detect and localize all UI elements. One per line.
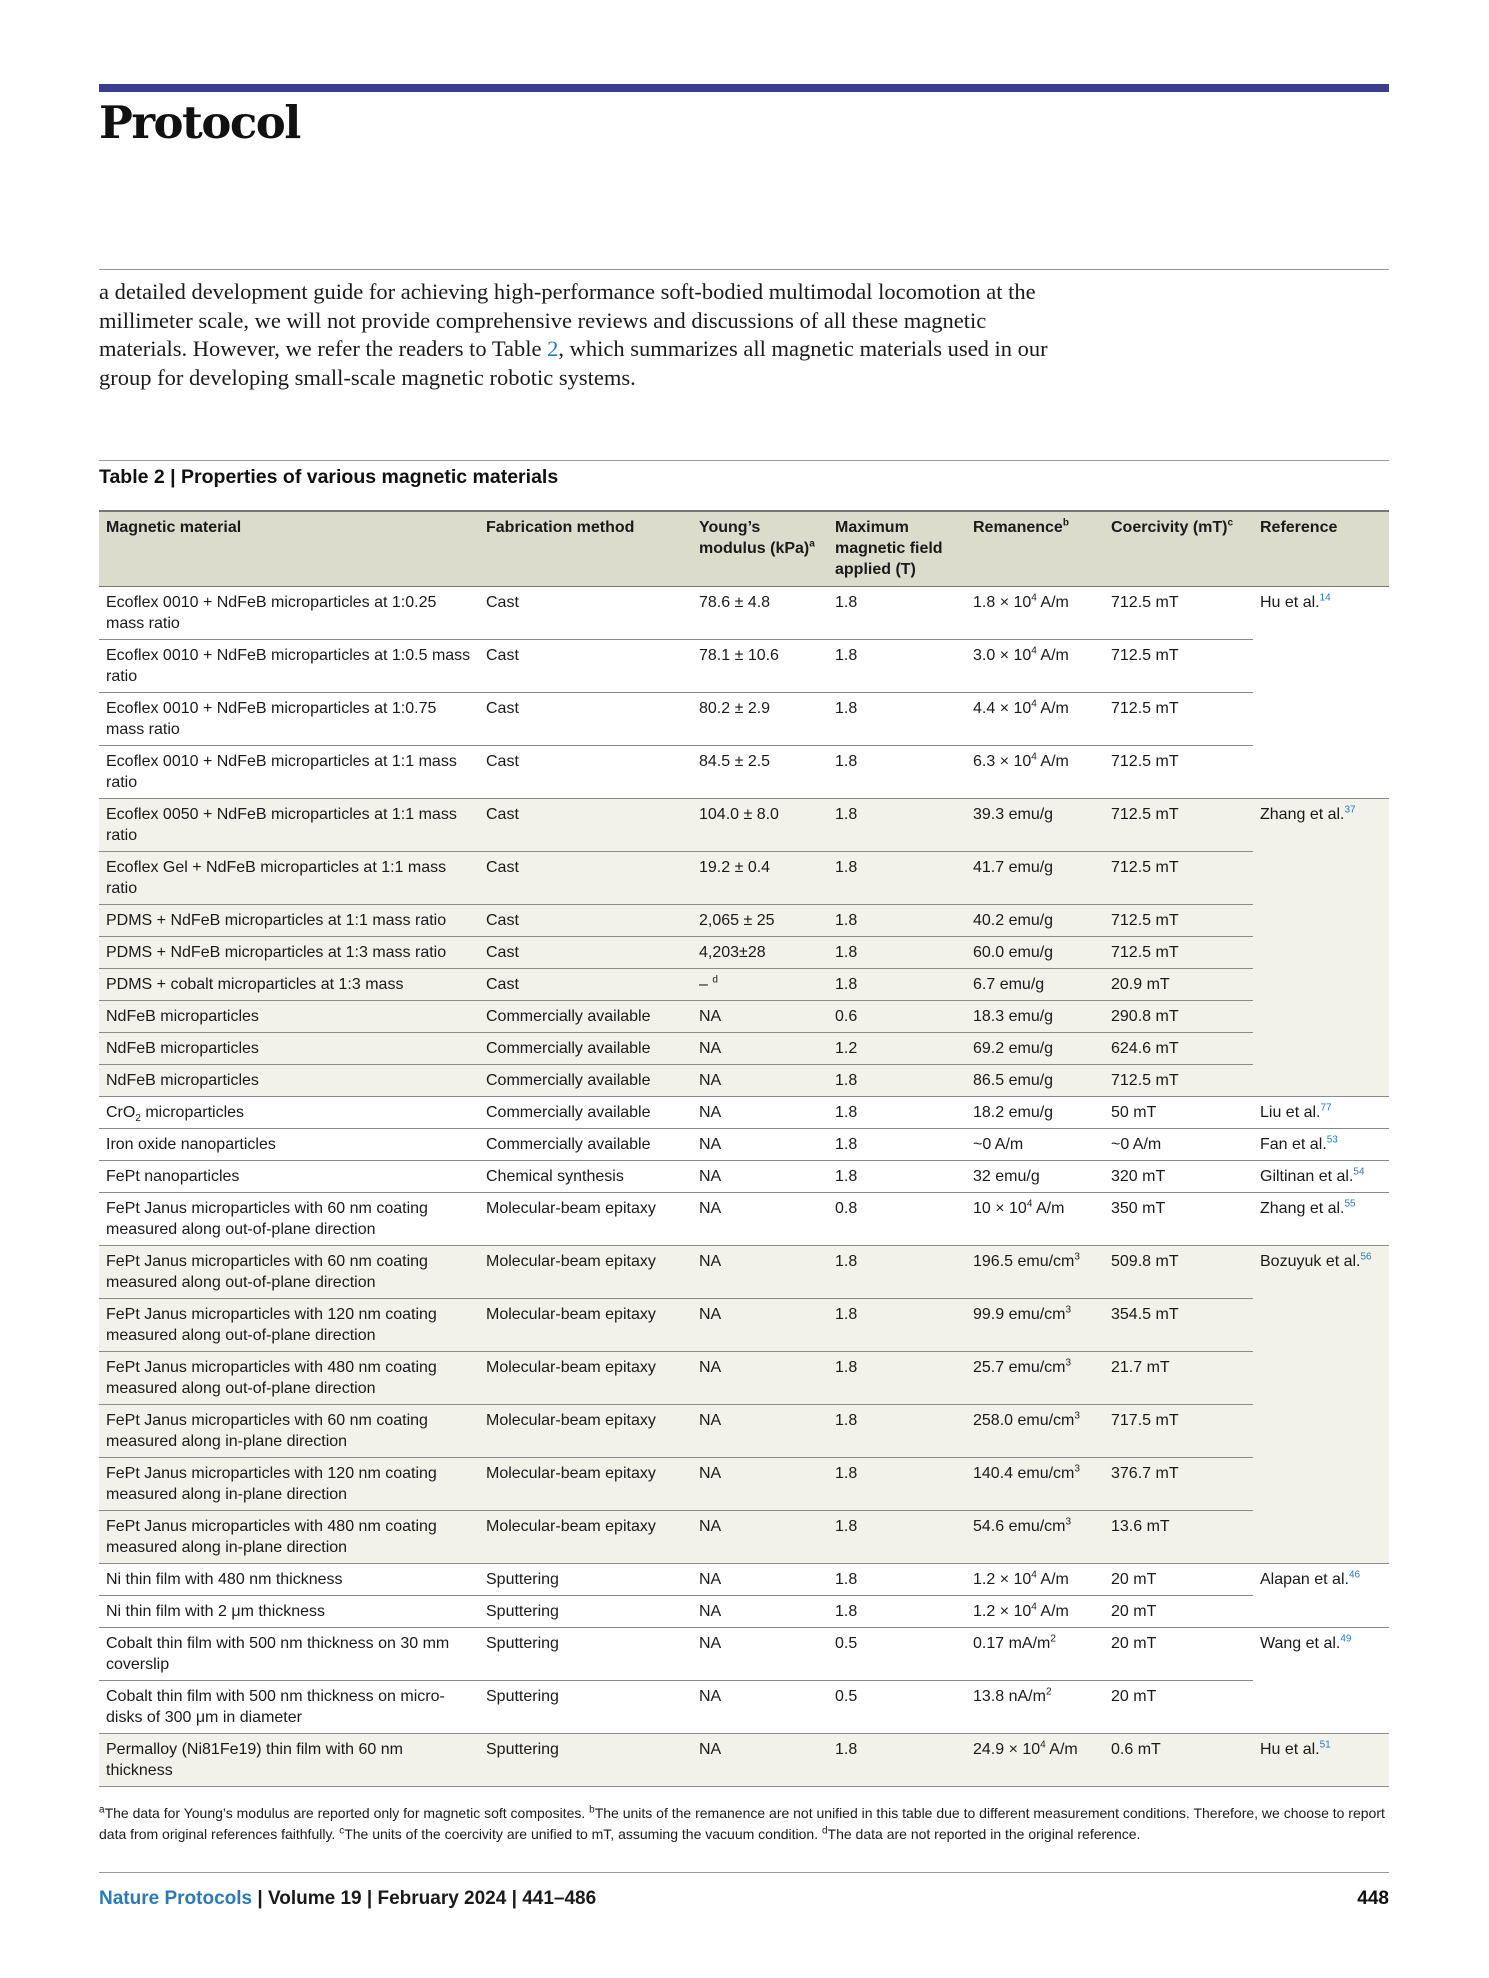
table-cell: Cast [479,640,692,693]
intro-text: a detailed development guide for achieving high-performance soft-bodied multimodal locomotion at the millimeter scale, we will not provide comprehensive reviews and discussions of all these magnetic materials. However, we refer the readers to Table [99,279,1036,361]
table-cell: 20.9 mT [1104,969,1253,1001]
table-row [99,905,1389,937]
table-cell: $3.0 \times 10^4$ A/m [966,640,1104,693]
citation-link[interactable]: 53 [1326,1134,1338,1146]
table-cell: Sputtering [479,1628,692,1681]
table-cell: 258.0 emu/$cm^3$ [966,1405,1104,1458]
table-cell: 69.2 emu/g [966,1033,1104,1065]
table-cell: 1.8 [828,1405,966,1458]
table-row [99,852,1389,905]
table-row [99,1299,1389,1352]
table-cell: 0.6 mT [1104,1734,1253,1787]
table-row [99,799,1389,852]
table-row [99,640,1389,693]
table-cell: 1.8 [828,905,966,937]
table-cell: Molecular-beam epitaxy [479,1458,692,1511]
col-header-fabrication: Fabrication method [479,511,692,587]
table-cell: Cast [479,799,692,852]
table-cell: Ecoflex 0050 + NdFeB microparticles at 1:1 mass ratio [99,799,479,852]
table-row [99,1628,1389,1681]
table-cell: NA [692,1097,828,1129]
table-cell: 1.8 [828,1352,966,1405]
table-cell: 354.5 mT [1104,1299,1253,1352]
table-row [99,693,1389,746]
table-cell: 1.8 [828,1246,966,1299]
table-cell: 509.8 mT [1104,1246,1253,1299]
citation-link[interactable]: 49 [1340,1633,1352,1645]
table-cell: Cast [479,852,692,905]
table-cell: NA [692,1405,828,1458]
table-cell: Molecular-beam epitaxy [479,1511,692,1564]
table-cell: Commercially available [479,1001,692,1033]
table-cell: Permalloy (Ni81Fe19) thin film with 60 nm thickness [99,1734,479,1787]
table-cell: CrO$_2$ microparticles [99,1097,479,1129]
table-cell: 13.8 $nA/m^2$ [966,1681,1104,1734]
table-cell: Commercially available [479,1097,692,1129]
col-header-remanence: Remanence$^b$ [966,511,1104,587]
table-cell: 320 mT [1104,1161,1253,1193]
table-cell: Molecular-beam epitaxy [479,1352,692,1405]
table-cell: FePt Janus microparticles with 480 nm coating measured along out-of-plane direction [99,1352,479,1405]
divider [99,1872,1389,1873]
reference-cell: Bozuyuk et al.$^{56}$ [1253,1246,1389,1564]
citation-link[interactable]: 51 [1319,1739,1331,1751]
table-cell: 41.7 emu/g [966,852,1104,905]
table-cell: Sputtering [479,1596,692,1628]
reference-cell: Wang et al.$^{49}$ [1253,1628,1389,1734]
col-header-coercivity: Coercivity (mT)$^c$ [1104,511,1253,587]
divider [99,460,1389,461]
table-cell: 1.8 [828,746,966,799]
table-cell: 140.4 emu/$cm^3$ [966,1458,1104,1511]
table-cell: 99.9 emu/$cm^3$ [966,1299,1104,1352]
table-cell: 32 emu/g [966,1161,1104,1193]
reference-cell: Hu et al.$^{51}$ [1253,1734,1389,1787]
table-row [99,1405,1389,1458]
table-row [99,1161,1389,1193]
table-cell: 350 mT [1104,1193,1253,1246]
table-cell: Commercially available [479,1065,692,1097]
table-cell: Iron oxide nanoparticles [99,1129,479,1161]
table-cell: PDMS + cobalt microparticles at 1:3 mass [99,969,479,1001]
table-cell: 712.5 mT [1104,852,1253,905]
table-cell: Ni thin film with 480 nm thickness [99,1564,479,1596]
table-cell: 712.5 mT [1104,746,1253,799]
table-cell: 20 mT [1104,1596,1253,1628]
table-row [99,1001,1389,1033]
table-row [99,746,1389,799]
table-header-row [99,511,1389,587]
table-cell: 18.3 emu/g [966,1001,1104,1033]
table-cell: 1.8 [828,1511,966,1564]
properties-table [99,510,1389,1787]
table-row [99,1511,1389,1564]
table-cell: – $^d$ [692,969,828,1001]
table-cell: Cast [479,937,692,969]
table-cell: 1.8 [828,693,966,746]
table-cell: Cast [479,969,692,1001]
table-cell: Molecular-beam epitaxy [479,1299,692,1352]
table-cell: 712.5 mT [1104,937,1253,969]
table-cell: 20 mT [1104,1681,1253,1734]
table-cell: $1.2 \times 10^4$ A/m [966,1596,1104,1628]
table-cell: 86.5 emu/g [966,1065,1104,1097]
table-cell: $24.9 \times 10^4$ A/m [966,1734,1104,1787]
intro-text-end: , which summarizes all magnetic materials used in our group for developing small-scale magnetic robotic systems. [99,336,1048,390]
table-cell: NA [692,1458,828,1511]
table-cell: Cast [479,693,692,746]
page-footer [99,1888,1389,1910]
table-cell: FePt Janus microparticles with 120 nm coating measured along in-plane direction [99,1458,479,1511]
table-cell: NA [692,1065,828,1097]
table-row [99,1681,1389,1734]
reference-cell: Giltinan et al.$^{54}$ [1253,1161,1389,1193]
table-cell: 54.6 emu/$cm^3$ [966,1511,1104,1564]
table-cell: 1.8 [828,937,966,969]
table-cell: NA [692,1734,828,1787]
table-cell: ~0 A/m [966,1129,1104,1161]
divider [99,269,1389,270]
table-cell: NA [692,1001,828,1033]
table-cell: 1.8 [828,969,966,1001]
table-cell: Molecular-beam epitaxy [479,1193,692,1246]
table-cell: NA [692,1246,828,1299]
table-cell: Sputtering [479,1734,692,1787]
table-cell: 196.5 emu/$cm^3$ [966,1246,1104,1299]
table-cell: NA [692,1511,828,1564]
table-cell: Sputtering [479,1681,692,1734]
table-row [99,1129,1389,1161]
table-cell: 0.5 [828,1628,966,1681]
table-cell: 712.5 mT [1104,905,1253,937]
table-cell: 13.6 mT [1104,1511,1253,1564]
table-cell: 39.3 emu/g [966,799,1104,852]
table-cell: 1.8 [828,1458,966,1511]
table-cell: Ecoflex 0010 + NdFeB microparticles at 1:0.75 mass ratio [99,693,479,746]
table-cell: Ecoflex Gel + NdFeB microparticles at 1:1 mass ratio [99,852,479,905]
table-cell: 712.5 mT [1104,1065,1253,1097]
table-cell: NA [692,1564,828,1596]
table-cell: Ecoflex 0010 + NdFeB microparticles at 1:1 mass ratio [99,746,479,799]
table-cell: NdFeB microparticles [99,1033,479,1065]
table-cell: Commercially available [479,1129,692,1161]
table-cell: 50 mT [1104,1097,1253,1129]
table-cell: 20 mT [1104,1564,1253,1596]
col-header-field: Maximum magnetic field applied (T) [828,511,966,587]
table-cell: 1.2 [828,1033,966,1065]
table-caption: Table 2 | Properties of various magnetic materials [99,466,559,488]
table-cell: $1.8 \times 10^4$ A/m [966,587,1104,640]
table-cell: Commercially available [479,1033,692,1065]
table-cell: 1.8 [828,1097,966,1129]
section-title: Protocol [99,96,300,149]
table-cell: NA [692,1681,828,1734]
table-cell: Cast [479,905,692,937]
table-cell: $10 \times 10^4$ A/m [966,1193,1104,1246]
citation-link[interactable]: 55 [1344,1198,1356,1210]
table-cell: NdFeB microparticles [99,1065,479,1097]
table-cell: NA [692,1299,828,1352]
table-cell: 19.2 ± 0.4 [692,852,828,905]
table-cell: NA [692,1033,828,1065]
citation-link[interactable]: 37 [1344,804,1356,816]
table-cell: FePt Janus microparticles with 60 nm coating measured along in-plane direction [99,1405,479,1458]
table-cell: ~0 A/m [1104,1129,1253,1161]
table-cell: Cobalt thin film with 500 nm thickness on micro-disks of 300 μm in diameter [99,1681,479,1734]
table-cell: 6.7 emu/g [966,969,1104,1001]
table-cell: $1.2 \times 10^4$ A/m [966,1564,1104,1596]
reference-cell: Zhang et al.$^{37}$ [1253,799,1389,1097]
table-cell: 1.8 [828,1299,966,1352]
table-cell: Ecoflex 0010 + NdFeB microparticles at 1:0.25 mass ratio [99,587,479,640]
table-cell: 1.8 [828,1734,966,1787]
table-cell: 0.8 [828,1193,966,1246]
table-cell: Molecular-beam epitaxy [479,1405,692,1458]
table-cell: 0.6 [828,1001,966,1033]
table-cell: 1.8 [828,852,966,905]
table-cell: 1.8 [828,1161,966,1193]
table-row [99,1246,1389,1299]
table-row [99,1458,1389,1511]
table-footnotes: $^a$The data for Young’s modulus are reported only for magnetic soft composites. $^b$The units of the remanence are not unified in this table due to different measurement conditions. Therefore, we choose to report data from original references faithfully. $^c$The units of the coercivity are unified to mT, assuming the vacuum condition. $^d$The data are not reported in the original reference. [99,1804,1385,1842]
table-cell: FePt Janus microparticles with 60 nm coating measured along out-of-plane direction [99,1246,479,1299]
table-cell: 0.5 [828,1681,966,1734]
col-header-youngs: Young’s modulus (kPa)$^a$ [692,511,828,587]
reference-cell: Liu et al.$^{77}$ [1253,1097,1389,1129]
table-cell: Ecoflex 0010 + NdFeB microparticles at 1:0.5 mass ratio [99,640,479,693]
citation-link[interactable]: 56 [1360,1251,1372,1263]
table-row [99,1033,1389,1065]
table-cell: 60.0 emu/g [966,937,1104,969]
table-cell: Cast [479,587,692,640]
table-cell: NA [692,1129,828,1161]
table-cell: 1.8 [828,1596,966,1628]
table-cell: 290.8 mT [1104,1001,1253,1033]
table-cell: Cast [479,746,692,799]
table-cell: NA [692,1596,828,1628]
table-cell: 78.1 ± 10.6 [692,640,828,693]
table-cell: PDMS + NdFeB microparticles at 1:1 mass ratio [99,905,479,937]
reference-cell: Zhang et al.$^{55}$ [1253,1193,1389,1246]
table-cell: $4.4 \times 10^4$ A/m [966,693,1104,746]
citation-link[interactable]: 46 [1348,1569,1361,1581]
table-cell: FePt nanoparticles [99,1161,479,1193]
table-cell: Chemical synthesis [479,1161,692,1193]
table-cell: $6.3 \times 10^4$ A/m [966,746,1104,799]
table-cell: 712.5 mT [1104,640,1253,693]
table-cell: PDMS + NdFeB microparticles at 1:3 mass ratio [99,937,479,969]
table-cell: 1.8 [828,1564,966,1596]
table-row [99,1193,1389,1246]
table-cell: 84.5 ± 2.5 [692,746,828,799]
col-header-reference: Reference [1253,511,1389,587]
table-cell: Sputtering [479,1564,692,1596]
table-row [99,969,1389,1001]
table-cell: 624.6 mT [1104,1033,1253,1065]
table-row [99,1065,1389,1097]
table-link[interactable]: 2 [547,336,559,361]
table-cell: 0.17 $mA/m^2$ [966,1628,1104,1681]
header-rule [99,84,1389,92]
table-cell: 712.5 mT [1104,693,1253,746]
table-row [99,1352,1389,1405]
reference-cell: Hu et al.$^{14}$ [1253,587,1389,799]
table-cell: Ni thin film with 2 μm thickness [99,1596,479,1628]
table-cell: 80.2 ± 2.9 [692,693,828,746]
table-cell: 1.8 [828,587,966,640]
journal-name[interactable]: Nature Protocols [99,1888,253,1909]
table-cell: 712.5 mT [1104,799,1253,852]
table-cell: 2,065 ± 25 [692,905,828,937]
table-cell: 18.2 emu/g [966,1097,1104,1129]
citation-link[interactable]: 14 [1319,592,1331,604]
table-cell: NA [692,1193,828,1246]
table-cell: FePt Janus microparticles with 120 nm coating measured along out-of-plane direction [99,1299,479,1352]
table-cell: 4,203±28 [692,937,828,969]
table-cell: NdFeB microparticles [99,1001,479,1033]
col-header-material: Magnetic material [99,511,479,587]
table-row [99,1097,1389,1129]
issue-details: | Volume 19 | February 2024 | 441–486 [252,1888,597,1909]
table-cell: Molecular-beam epitaxy [479,1246,692,1299]
table-cell: 717.5 mT [1104,1405,1253,1458]
table-cell: NA [692,1161,828,1193]
table-cell: 21.7 mT [1104,1352,1253,1405]
table-cell: Cobalt thin film with 500 nm thickness on 30 mm coverslip [99,1628,479,1681]
table-cell: 25.7 emu/$cm^3$ [966,1352,1104,1405]
table-cell: NA [692,1352,828,1405]
table-cell: 104.0 ± 8.0 [692,799,828,852]
table-cell: 40.2 emu/g [966,905,1104,937]
table-row [99,937,1389,969]
table-cell: FePt Janus microparticles with 480 nm coating measured along in-plane direction [99,1511,479,1564]
table-cell: 1.8 [828,799,966,852]
reference-cell: Alapan et al.$^{46}$ [1253,1564,1389,1628]
table-cell: 78.6 ± 4.8 [692,587,828,640]
table-row [99,1564,1389,1596]
intro-paragraph [99,278,1059,392]
table-row [99,1596,1389,1628]
table-cell: 376.7 mT [1104,1458,1253,1511]
citation-link[interactable]: 77 [1320,1102,1332,1114]
citation-link[interactable]: 54 [1353,1166,1365,1178]
table-cell: 712.5 mT [1104,587,1253,640]
table-cell: 1.8 [828,640,966,693]
table-cell: FePt Janus microparticles with 60 nm coating measured along out-of-plane direction [99,1193,479,1246]
table-row [99,1734,1389,1787]
table-row [99,587,1389,640]
table-cell: 1.8 [828,1129,966,1161]
table-cell: 1.8 [828,1065,966,1097]
table-cell: NA [692,1628,828,1681]
table-cell: 20 mT [1104,1628,1253,1681]
reference-cell: Fan et al.$^{53}$ [1253,1129,1389,1161]
page-number: 448 [1357,1888,1389,1909]
